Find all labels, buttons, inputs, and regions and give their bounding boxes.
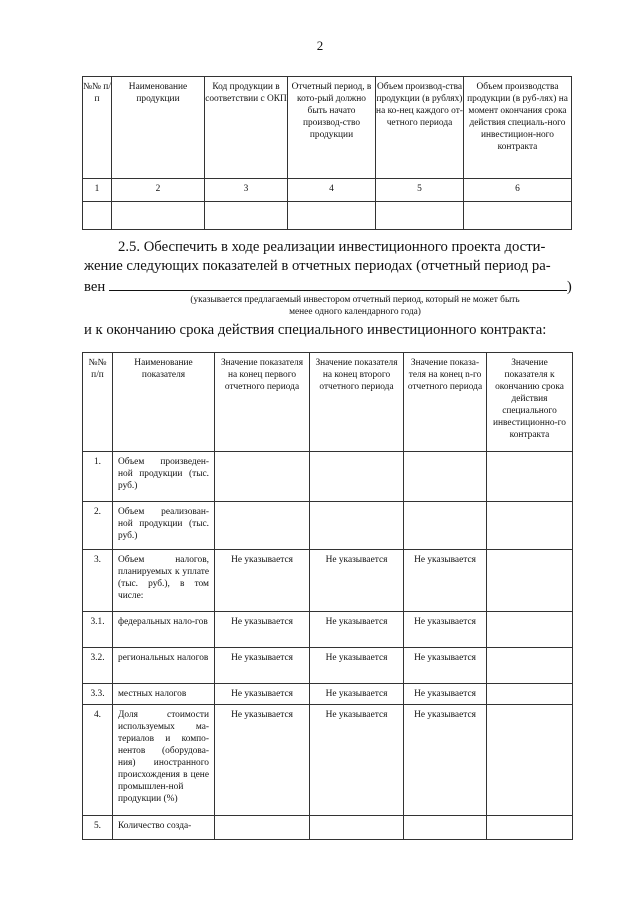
value-cell bbox=[487, 550, 573, 612]
indicator-name: федеральных нало-гов bbox=[113, 612, 215, 648]
header-cell: Отчетный период, в кото-рый должно быть начато производ-ство продукции bbox=[288, 77, 376, 179]
header-cell: Значение показателя к окончанию срока действия специального инвестиционно-го контракта bbox=[487, 353, 573, 452]
number-cell: 5 bbox=[376, 179, 464, 202]
value-cell bbox=[487, 612, 573, 648]
value-cell bbox=[310, 816, 404, 840]
value-cell bbox=[404, 502, 487, 550]
paragraph-line: 2.5. Обеспечить в ходе реализации инвестиционного проекта дости- bbox=[118, 239, 546, 255]
table-numbering-row bbox=[83, 179, 572, 202]
header-cell: Значение показа-теля на конец n-го отчетного периода bbox=[404, 353, 487, 452]
paragraph-text: вен bbox=[84, 279, 106, 295]
row-number: 3.3. bbox=[83, 684, 113, 705]
header-cell: Значение показателя на конец первого отчетного периода bbox=[215, 353, 310, 452]
value-cell bbox=[404, 452, 487, 502]
indicator-name: Количество созда- bbox=[113, 816, 215, 840]
row-number: 1. bbox=[83, 452, 113, 502]
value-cell: Не указывается bbox=[310, 684, 404, 705]
page-number: 2 bbox=[316, 38, 324, 53]
value-cell: Не указывается bbox=[215, 550, 310, 612]
number-cell: 2 bbox=[112, 179, 205, 202]
row-number: 3.1. bbox=[83, 612, 113, 648]
value-cell: Не указывается bbox=[215, 648, 310, 684]
table-row bbox=[83, 816, 573, 840]
indicator-name: региональных налогов bbox=[113, 648, 215, 684]
value-cell bbox=[310, 502, 404, 550]
value-cell bbox=[487, 816, 573, 840]
number-cell: 3 bbox=[205, 179, 288, 202]
row-number: 4. bbox=[83, 705, 113, 816]
header-cell: Объем производ-ства продукции (в рублях) на ко-нец каждого от-четного периода bbox=[376, 77, 464, 179]
table-row bbox=[83, 612, 573, 648]
paragraph-2-5 bbox=[84, 238, 574, 276]
value-cell bbox=[310, 452, 404, 502]
value-cell bbox=[487, 502, 573, 550]
table-row bbox=[83, 705, 573, 816]
header-cell: Значение показателя на конец второго отчетного периода bbox=[310, 353, 404, 452]
row-number: 3. bbox=[83, 550, 113, 612]
number-cell: 4 bbox=[288, 179, 376, 202]
value-cell bbox=[487, 705, 573, 816]
paragraph-text: ) bbox=[566, 279, 572, 295]
paragraph-line: жение следующих показателей в отчетных периодах (отчетный период ра- bbox=[84, 258, 551, 274]
value-cell bbox=[487, 684, 573, 705]
value-cell: Не указывается bbox=[215, 684, 310, 705]
table-row bbox=[83, 648, 573, 684]
header-cell: Объем производства продукции (в руб-лях) на момент окончания срока действия специаль-ного инвестицион-ного контракта bbox=[464, 77, 572, 179]
table-row bbox=[83, 550, 573, 612]
value-cell bbox=[215, 452, 310, 502]
indicator-name: Объем налогов, планируемых к уплате (тыс. руб.), в том числе: bbox=[113, 550, 215, 612]
paragraph-line: и к окончанию срока действия специального инвестиционного контракта: bbox=[84, 322, 547, 338]
indicator-name: Доля стоимости используемых ма-териалов и компо-нентов (оборудова-ния) иностранного происхождения в цене промышлен-ной продукции (%) bbox=[113, 705, 215, 816]
production-table bbox=[82, 76, 572, 230]
hint-line: (указывается предлагаемый инвестором отчетный период, который не может быть bbox=[190, 295, 520, 305]
header-cell: Наименование продукции bbox=[112, 77, 205, 179]
indicators-table bbox=[82, 352, 573, 840]
value-cell bbox=[487, 452, 573, 502]
row-number: 5. bbox=[83, 816, 113, 840]
value-cell bbox=[215, 502, 310, 550]
value-cell: Не указывается bbox=[404, 550, 487, 612]
indicator-name: Объем произведен-ной продукции (тыс. руб.) bbox=[113, 452, 215, 502]
value-cell bbox=[404, 816, 487, 840]
row-number: 2. bbox=[83, 502, 113, 550]
table-row bbox=[83, 202, 572, 230]
table-row bbox=[83, 684, 573, 705]
empty-cell bbox=[288, 202, 376, 230]
value-cell bbox=[487, 648, 573, 684]
value-cell bbox=[215, 816, 310, 840]
empty-cell bbox=[112, 202, 205, 230]
value-cell: Не указывается bbox=[404, 612, 487, 648]
value-cell: Не указывается bbox=[310, 550, 404, 612]
header-cell: №№ п/п bbox=[83, 353, 113, 452]
value-cell: Не указывается bbox=[404, 705, 487, 816]
table-header-row bbox=[83, 77, 572, 179]
header-cell: №№ п/п bbox=[83, 77, 112, 179]
header-cell: Наименование показателя bbox=[113, 353, 215, 452]
number-cell: 1 bbox=[83, 179, 112, 202]
table-row bbox=[83, 452, 573, 502]
header-cell: Код продукции в соответствии с ОКП bbox=[205, 77, 288, 179]
table-row bbox=[83, 502, 573, 550]
empty-cell bbox=[205, 202, 288, 230]
table-header-row bbox=[83, 353, 573, 452]
row-number: 3.2. bbox=[83, 648, 113, 684]
reporting-period-blank bbox=[109, 276, 567, 291]
empty-cell bbox=[376, 202, 464, 230]
empty-cell bbox=[83, 202, 112, 230]
indicator-name: Объем реализован-ной продукции (тыс. руб.) bbox=[113, 502, 215, 550]
value-cell: Не указывается bbox=[310, 612, 404, 648]
indicator-name: местных налогов bbox=[113, 684, 215, 705]
empty-cell bbox=[464, 202, 572, 230]
value-cell: Не указывается bbox=[215, 705, 310, 816]
value-cell: Не указывается bbox=[404, 684, 487, 705]
value-cell: Не указывается bbox=[310, 648, 404, 684]
number-cell: 6 bbox=[464, 179, 572, 202]
value-cell: Не указывается bbox=[404, 648, 487, 684]
hint-line: менее одного календарного года) bbox=[289, 307, 421, 317]
footnote-hint bbox=[150, 294, 560, 318]
value-cell: Не указывается bbox=[310, 705, 404, 816]
value-cell: Не указывается bbox=[215, 612, 310, 648]
